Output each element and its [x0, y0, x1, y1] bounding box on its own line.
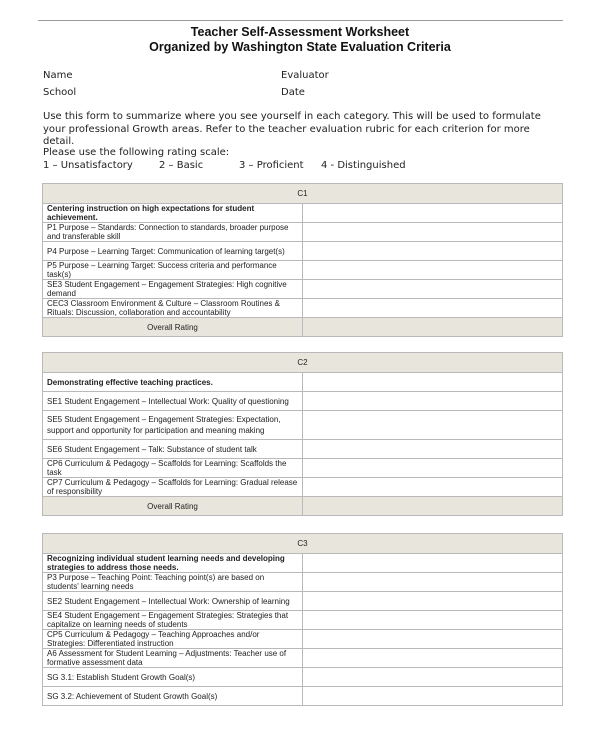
rating-scale-intro: Please use the following rating scale: [43, 147, 230, 158]
section-heading: Centering instruction on high expectations for student achievement. [43, 204, 303, 223]
criterion-item: SE2 Student Engagement – Intellectual Work: Ownership of learning [43, 592, 303, 611]
criterion-item: SE4 Student Engagement – Engagement Strategies: Strategies that capitalize on learning needs of students [43, 611, 303, 630]
criterion-item: P1 Purpose – Standards: Connection to standards, broader purpose and transferable skill [43, 223, 303, 242]
rating-cell[interactable] [303, 280, 563, 299]
rating-cell[interactable] [303, 411, 563, 440]
rating-scale-1: 1 – Unsatisfactory [43, 160, 133, 171]
overall-rating-label: Overall Rating [43, 497, 303, 516]
rating-cell[interactable] [303, 478, 563, 497]
rating-cell[interactable] [303, 573, 563, 592]
section-code: C3 [43, 534, 563, 554]
rating-cell[interactable] [303, 299, 563, 318]
evaluator-field-label: Evaluator [281, 70, 329, 81]
criterion-item: SE3 Student Engagement – Engagement Strategies: High cognitive demand [43, 280, 303, 299]
overall-rating-label: Overall Rating [43, 318, 303, 337]
rating-cell[interactable] [303, 392, 563, 411]
section-heading: Demonstrating effective teaching practices. [43, 373, 303, 392]
section-heading: Recognizing individual student learning needs and developing strategies to address those needs. [43, 554, 303, 573]
rating-cell[interactable] [303, 649, 563, 668]
rating-scale-4: 4 - Distinguished [321, 160, 406, 171]
school-field-label: School [43, 87, 77, 98]
rating-cell[interactable] [303, 373, 563, 392]
date-field-label: Date [281, 87, 305, 98]
criterion-item: SG 3.1: Establish Student Growth Goal(s) [43, 668, 303, 687]
rating-cell[interactable] [303, 242, 563, 261]
document-subtitle: Organized by Washington State Evaluation Criteria [149, 40, 451, 54]
section-c2-table [42, 352, 563, 516]
section-c1-table [42, 183, 563, 337]
rating-cell[interactable] [303, 630, 563, 649]
section-code: C1 [43, 184, 563, 204]
rating-cell[interactable] [303, 459, 563, 478]
section-c3-table [42, 533, 563, 706]
name-field-label: Name [43, 70, 73, 81]
criterion-item: P4 Purpose – Learning Target: Communication of learning target(s) [43, 242, 303, 261]
rating-cell[interactable] [303, 592, 563, 611]
criterion-item: SE6 Student Engagement – Talk: Substance of student talk [43, 440, 303, 459]
instructions-text: Use this form to summarize where you see yourself in each category. This will be used to formulate your professional Growth areas. Refer to the teacher evaluation rubric for each criterion for more detail. [43, 111, 541, 147]
rating-cell[interactable] [303, 204, 563, 223]
rating-cell[interactable] [303, 668, 563, 687]
criterion-item: P5 Purpose – Learning Target: Success criteria and performance task(s) [43, 261, 303, 280]
rating-cell[interactable] [303, 440, 563, 459]
criterion-item: SG 3.2: Achievement of Student Growth Goal(s) [43, 687, 303, 706]
rating-cell[interactable] [303, 223, 563, 242]
criterion-item: A6 Assessment for Student Learning – Adjustments: Teacher use of formative assessment data [43, 649, 303, 668]
rating-scale-3: 3 – Proficient [239, 160, 304, 171]
criterion-item: P3 Purpose – Teaching Point: Teaching point(s) are based on students' learning needs [43, 573, 303, 592]
top-rule [38, 20, 563, 21]
criterion-item: CP5 Curriculum & Pedagogy – Teaching Approaches and/or Strategies: Differentiated instruction [43, 630, 303, 649]
criterion-item: SE5 Student Engagement – Engagement Strategies: Expectation, support and opportunity for participation and meaning making [43, 411, 303, 440]
rating-scale-2: 2 – Basic [159, 160, 204, 171]
rating-cell[interactable] [303, 554, 563, 573]
criterion-item: CP6 Curriculum & Pedagogy – Scaffolds for Learning: Scaffolds the task [43, 459, 303, 478]
rating-cell[interactable] [303, 261, 563, 280]
rating-cell[interactable] [303, 687, 563, 706]
rating-cell[interactable] [303, 611, 563, 630]
overall-rating-cell[interactable] [303, 318, 563, 337]
document-title: Teacher Self-Assessment Worksheet [190, 25, 410, 39]
criterion-item: CP7 Curriculum & Pedagogy – Scaffolds for Learning: Gradual release of responsibility [43, 478, 303, 497]
criterion-item: CEC3 Classroom Environment & Culture – Classroom Routines & Rituals: Discussion, collaboration and accountability [43, 299, 303, 318]
criterion-item: SE1 Student Engagement – Intellectual Work: Quality of questioning [43, 392, 303, 411]
overall-rating-cell[interactable] [303, 497, 563, 516]
section-code: C2 [43, 353, 563, 373]
